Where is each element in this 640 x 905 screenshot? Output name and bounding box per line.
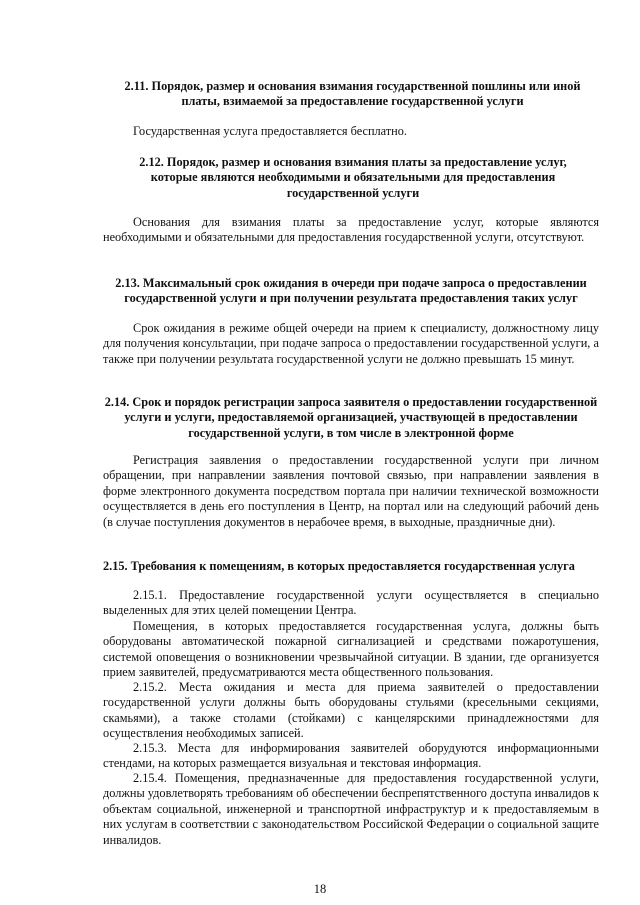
- section-heading-2-12: 2.12. Порядок, размер и основания взимания платы за предоставление услуг, которые являются необходимыми и обязательными для предоставления государственной услуги: [139, 155, 567, 200]
- section-paragraph-2-15-4: 2.15.4. Помещения, предназначенные для предоставления государственной услуги, должны удовлетворять требованиям об обеспечении беспрепятственного доступа инвалидов к объектам социальной, инженерной и транспортной инфраструктур и к предоставляемым в них услугам в соответствии с законодательством Российской Федерации о социальной защите инвалидов.: [103, 771, 599, 847]
- section-paragraph-2-11: Государственная услуга предоставляется бесплатно.: [133, 124, 407, 138]
- section-paragraph-2-13: Срок ожидания в режиме общей очереди на прием к специалисту, должностному лицу для получения консультации, при подаче запроса о предоставлении государственной услуги, а также при получении результата государственной услуги не должно превышать 15 минут.: [103, 321, 599, 366]
- section-heading-2-14: 2.14. Срок и порядок регистрации запроса заявителя о предоставлении государственной услуги и услуги, предоставляемой организацией, участвующей в предоставлении государственной услуги, в том числе в электронной форме: [104, 395, 598, 440]
- section-paragraph-2-14: Регистрация заявления о предоставлении государственной услуги при личном обращении, при направлении заявления почтовой связью, при направлении заявления в форме электронного документа посредством портала при наличии технической возможности осуществляется в день его поступления в Центр, на портал или на следующий рабочий день (в случае поступления документов в нерабочее время, в выходные, праздничные дни).: [103, 453, 599, 529]
- section-heading-2-13: 2.13. Максимальный срок ожидания в очереди при подаче запроса о предоставлении государственной услуги и при получении результата предоставления таких услуг: [115, 276, 587, 306]
- section-paragraph-2-15-2: 2.15.2. Места ожидания и места для приема заявителей о предоставлении государственной услуги должны быть оборудованы стульями (кресельными секциями, скамьями), а также столами (стойками) с канцелярскими принадлежностями для осуществления необходимых записей.: [103, 680, 599, 741]
- section-paragraph-2-15-1: 2.15.1. Предоставление государственной услуги осуществляется в специально выделенных для этих целей помещении Центра.: [103, 588, 599, 618]
- section-heading-2-11: 2.11. Порядок, размер и основания взимания государственной пошлины или иной платы, взимаемой за предоставление государственной услуги: [124, 79, 581, 109]
- section-heading-2-15: 2.15. Требования к помещениям, в которых предоставляется государственная услуга: [103, 559, 575, 573]
- section-paragraph-2-12: Основания для взимания платы за предоставление услуг, которые являются необходимыми и обязательными для предоставления государственной услуги, отсутствуют.: [103, 215, 599, 245]
- section-paragraph-2-15-premises: Помещения, в которых предоставляется государственная услуга, должны быть оборудованы автоматической пожарной сигнализацией и средствами пожаротушения, системой оповещения о возникновении чрезвычайной ситуации. В здании, где организуется прием заявителей, предусматриваются места общественного пользования.: [103, 619, 599, 680]
- page-number: 18: [313, 882, 327, 896]
- section-paragraph-2-15-3: 2.15.3. Места для информирования заявителей оборудуются информационными стендами, на которых размещается визуальная и текстовая информация.: [103, 741, 599, 771]
